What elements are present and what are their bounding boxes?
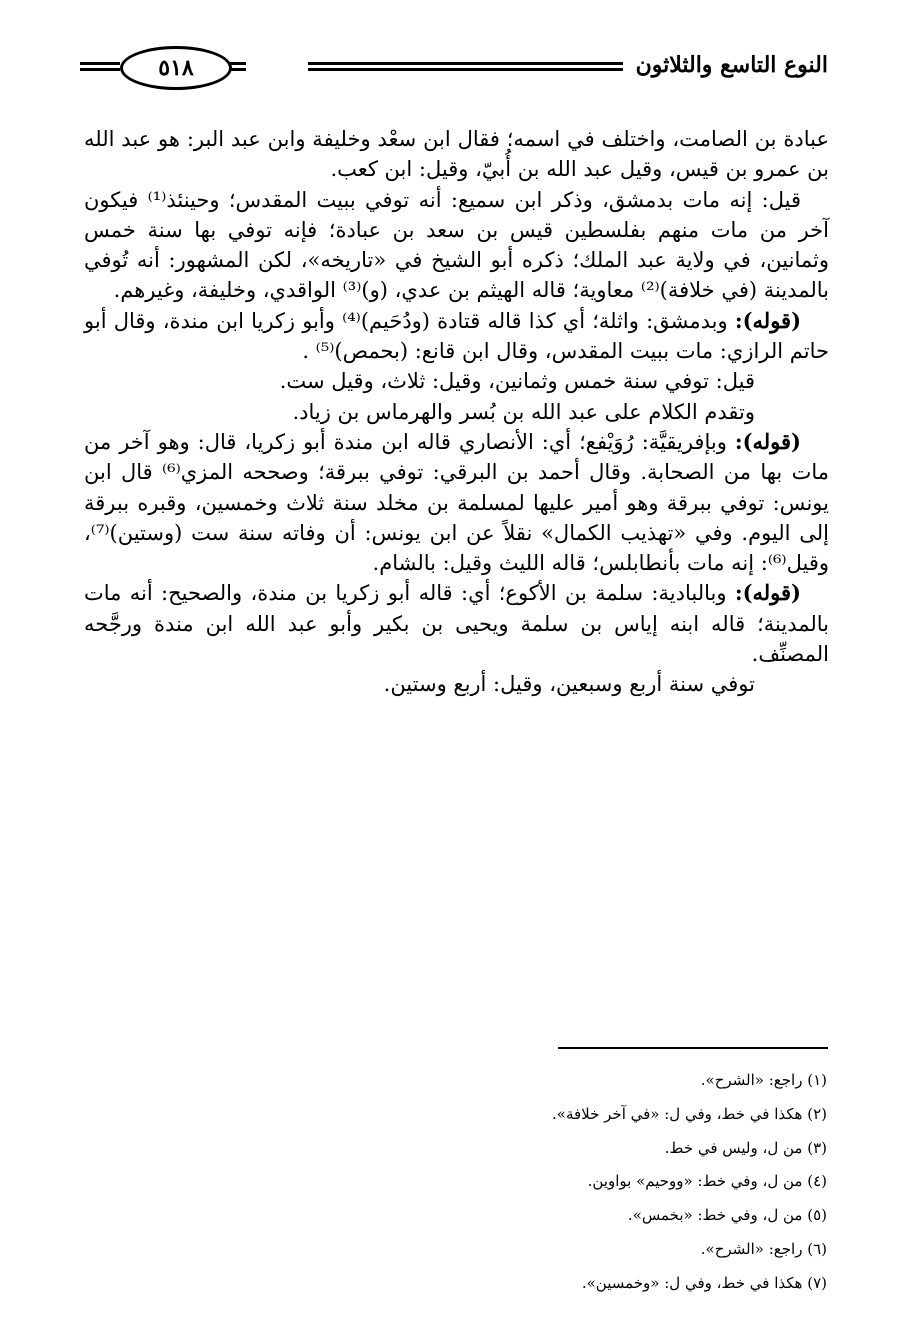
paragraph-keyword: (قوله): [734,428,801,454]
paragraph [84,124,829,185]
paragraph-text: توفي سنة أربع وسبعين، وقيل: أربع وستين. [383,672,755,697]
paragraph-text: وتقدم الكلام على عبد الله بن بُسر والهرماس بن زياد. [292,399,755,424]
header-rule [599,62,623,71]
header-rule [80,62,120,71]
footnote: (٦) راجع: «الشرح». [700,1239,827,1258]
header-rule [230,62,246,71]
paragraph-keyword: (قوله): [734,580,801,606]
paragraph-text: وبدمشق: واثلة؛ أي كذا قاله قتادة (ودُحَيم)⁽⁴⁾ وأبو زكريا ابن مندة، وقال أبو حاتم الرازي: مات ببيت المقدس، وقال ابن قانع: (بحمص)⁽⁵⁾ . [84,308,829,364]
paragraph [84,366,829,396]
header-rule [308,62,603,71]
footnote-separator [558,1047,828,1049]
paragraph-text: وبالبادية: سلمة بن الأكوع؛ أي: قاله أبو زكريا بن مندة، والصحيح: أنه مات بالمدينة؛ قاله ابنه إياس بن سلمة ويحيى بن بكير وأبو عبد الله ابن مندة ورجَّحه المصنِّف. [84,581,829,667]
footnote: (٥) من ل، وفي خط: «بخمس». [627,1206,827,1225]
paragraph-text: عبادة بن الصامت، واختلف في اسمه؛ فقال ابن سعْد وخليفة وابن عبد البر: هو عبد الله بن عمرو بن قيس، وقيل عبد الله بن أُبيّ، وقيل: ابن كعب. [84,127,829,182]
footnotes [327,1064,827,1301]
page-header [80,42,828,100]
paragraph-keyword: (قوله): [734,307,802,333]
body-text [84,124,829,700]
footnote: (٣) من ل، وليس في خط. [664,1138,827,1157]
paragraph [84,397,829,427]
footnote: (١) راجع: «الشرح». [700,1071,827,1089]
paragraph [84,185,829,306]
footnote: (٤) من ل، وفي خط: «ووحيم» بواوين. [587,1172,827,1191]
paragraph [84,669,829,699]
paragraph-text: قيل: إنه مات بدمشق، وذكر ابن سميع: أنه توفي ببيت المقدس؛ وحينئذ⁽¹⁾ فيكون آخر من مات منهم بفلسطين قيس بن سعد بن عبادة؛ فإنه توفي بها سنة خمس وثمانين، في ولاية عبد الملك؛ ذكره أبو الشيخ في «تاريخه»، لكن المشهور: أنه تُوفي بالمدينة (في خلافة)⁽²⁾ معاوية؛ قاله الهيثم بن عدي، (و)⁽³⁾ الواقدي، وخليفة، وغيرهم. [84,187,829,303]
footnote: (٢) هكذا في خط، وفي ل: «في آخر خلافة». [552,1104,827,1123]
paragraph [84,427,829,578]
page-number: ٥١٨ [120,46,232,90]
running-title: النوع التاسع والثلاثون [635,52,828,78]
paragraph-text: قيل: توفي سنة خمس وثمانين، وقيل: ثلاث، وقيل ست. [279,369,755,394]
paragraph-text: وبإفريقيَّة: رُوَيْفع؛ أي: الأنصاري قاله ابن مندة أبو زكريا، قال: وهو آخر من مات بها من الصحابة. وقال أحمد بن البرقي: توفي ببرقة؛ وصححه المزي⁽⁶⁾ قال ابن يونس: توفي ببرقة وهو أمير عليها لمسلمة بن مخلد سنة ثلاث وخمسين، وقبره ببرقة إلى اليوم. وفي «تهذيب الكمال» نقلاً عن ابن يونس: أن وفاته سنة ست (وستين)⁽⁷⁾، وقيل⁽⁶⁾: إنه مات بأنطابلس؛ قاله الليث وقيل: بالشام. [84,429,829,576]
footnote: (٧) هكذا في خط، وفي ل: «وخمسين». [581,1273,827,1292]
paragraph [84,306,829,367]
paragraph [84,578,829,669]
